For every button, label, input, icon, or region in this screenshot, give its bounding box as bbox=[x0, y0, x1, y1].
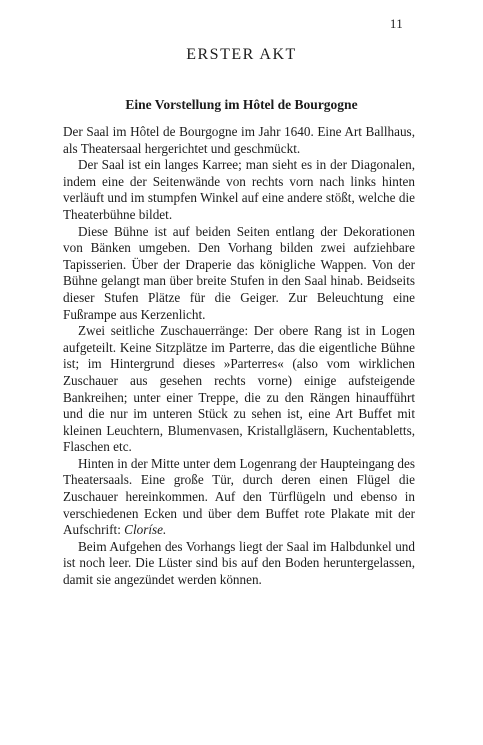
paragraph-2: Der Saal ist ein langes Karree; man sieht es in der Diagonalen, indem eine der Seitenwände von rechts vorn nach links hinten verläuft und im stumpfen Winkel auf eine andere stößt, welche die Theaterbühne bildet. bbox=[63, 157, 415, 222]
scene-title: Eine Vorstellung im Hôtel de Bourgogne bbox=[125, 97, 358, 112]
paragraph-5-emphasis: Cloríse. bbox=[124, 522, 167, 538]
paragraph-5-text: Hinten in der Mitte unter dem Logenrang der Haupteingang des Theatersaals. Eine große Tür, durch deren einen Flügel die Zuschauer hereinkommen. Auf den Türflügeln und ebenso in verschiedenen Ecken und über dem Buffet rote Plakate mit der Aufschrift: bbox=[63, 455, 415, 538]
paragraph-1: Der Saal im Hôtel de Bourgogne im Jahr 1640. Eine Art Ballhaus, als Theatersaal hergerichtet und geschmückt. bbox=[63, 124, 415, 156]
body-text bbox=[63, 124, 415, 589]
paragraph-4: Zwei seitliche Zuschauerränge: Der obere Rang ist in Logen aufgeteilt. Keine Sitzplätze im Parterre, das die eigentliche Bühne ist; im Hintergrund dieses »Parterres« (also vom wirklichen Zuschauer aus gesehen rechts vorne) einige aufsteigende Bankreihen; unter einer Treppe, die zu den Rängen hinaufführt und die nur im unteren Stück zu sehen ist, eine Art Buffet mit kleinen Leuchtern, Blumenvasen, Kristallgläsern, Kuchentabletts, Flaschen etc. bbox=[63, 323, 415, 455]
paragraph-5 bbox=[63, 456, 415, 539]
act-title: ERSTER AKT bbox=[186, 46, 297, 63]
page-number: 11 bbox=[389, 16, 403, 31]
paragraph-3: Diese Bühne ist auf beiden Seiten entlang der Dekorationen von Bänken umgeben. Den Vorhang bilden zwei aufziehbare Tapisserien. Über der Draperie das königliche Wappen. Von der Bühne gelangt man über breite Stufen in den Saal hinab. Beidseits dieser Stufen Plätze für die Geiger. Zur Beleuchtung eine Fußrampe aus Kerzenlicht. bbox=[63, 223, 415, 322]
paragraph-6: Beim Aufgehen des Vorhangs liegt der Saal im Halbdunkel und ist noch leer. Die Lüster sind bis auf den Boden heruntergelassen, damit sie angezündet werden können. bbox=[63, 538, 415, 588]
